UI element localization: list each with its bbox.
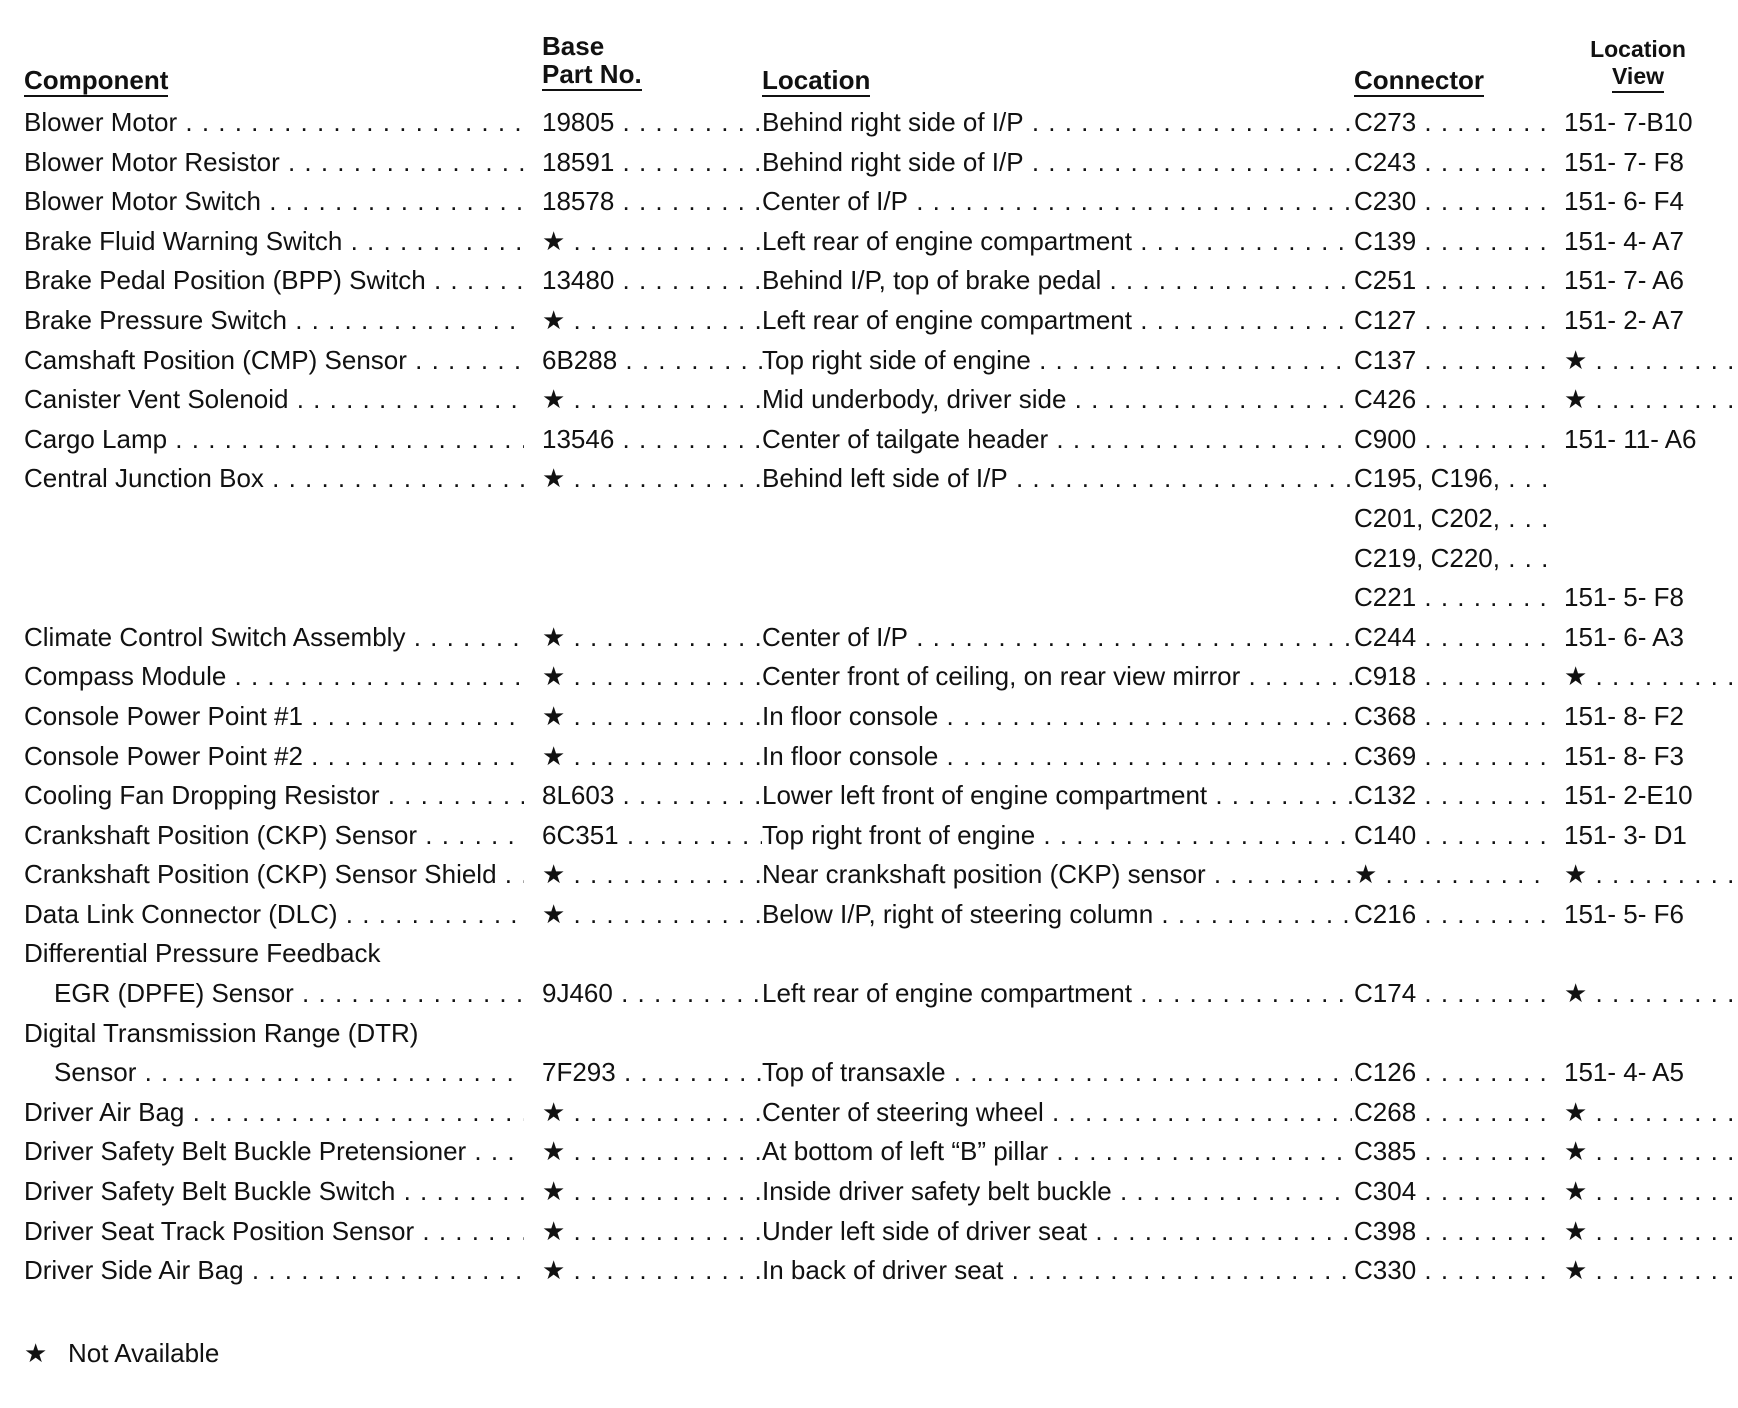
cell-location: In back of driver seat . . . — [762, 1251, 1352, 1291]
cell-component — [24, 578, 524, 618]
cell-connector: C195, C196, . . . — [1354, 459, 1552, 499]
cell-location: Center of I/P . . . — [762, 618, 1352, 658]
table-row — [0, 143, 1738, 183]
cell-location: Near crankshaft position (CKP) sensor . . . — [762, 855, 1352, 895]
cell-location: At bottom of left “B” pillar . . . — [762, 1132, 1352, 1172]
header-base-part — [542, 32, 642, 91]
cell-part-number: ★ . . . — [542, 1093, 762, 1133]
cell-location-view: 151- 2-E10 — [1564, 780, 1693, 811]
table-row — [0, 1172, 1738, 1212]
table-row — [0, 816, 1738, 856]
component-table — [0, 103, 1738, 1291]
cell-location-view — [1564, 1014, 1738, 1054]
cell-part-number: 19805 . . . — [542, 103, 762, 143]
cell-connector: C268 . . . — [1354, 1093, 1552, 1133]
cell-location: Inside driver safety belt buckle . . . — [762, 1172, 1352, 1212]
cell-connector: C201, C202, . . . — [1354, 499, 1552, 539]
cell-location: Below I/P, right of steering column . . . — [762, 895, 1352, 935]
footnote — [24, 1338, 219, 1368]
cell-location-view: ★ . . . — [1564, 1132, 1738, 1172]
table-row — [0, 618, 1738, 658]
cell-part-number: ★ . . . — [542, 380, 762, 420]
cell-part-number: 9J460 . . . — [542, 974, 762, 1014]
cell-location-view: 151- 2- A7 — [1564, 304, 1684, 335]
cell-part-number: 18591 . . . — [542, 143, 762, 183]
cell-connector: C251 . . . — [1354, 261, 1552, 301]
cell-part-number: ★ . . . — [542, 1212, 762, 1252]
cell-location-view — [1564, 539, 1738, 579]
cell-location: Top right side of engine . . . — [762, 341, 1352, 381]
cell-location: In floor console . . . — [762, 737, 1352, 777]
cell-component: Crankshaft Position (CKP) Sensor . . . — [24, 816, 524, 856]
cell-location: Behind right side of I/P . . . — [762, 103, 1352, 143]
table-row — [0, 855, 1738, 895]
cell-location: Center of steering wheel . . . — [762, 1093, 1352, 1133]
table-row — [0, 301, 1738, 341]
cell-location-view: 151- 4- A5 — [1564, 1057, 1684, 1088]
cell-connector: C244 . . . — [1354, 618, 1552, 658]
cell-location: Top of transaxle . . . — [762, 1053, 1352, 1093]
cell-component: Blower Motor Resistor . . . — [24, 143, 524, 183]
cell-component: Driver Safety Belt Buckle Pretensioner . . . — [24, 1132, 524, 1172]
cell-part-number: 18578 . . . — [542, 182, 762, 222]
table-row — [0, 182, 1738, 222]
cell-part-number: 13480 . . . — [542, 261, 762, 301]
cell-part-number: ★ . . . — [542, 855, 762, 895]
table-row — [0, 974, 1738, 1014]
cell-component: Crankshaft Position (CKP) Sensor Shield . . . — [24, 855, 524, 895]
cell-location-view — [1564, 499, 1738, 539]
cell-part-number — [542, 934, 762, 974]
cell-component: Compass Module . . . — [24, 657, 524, 697]
table-row — [0, 1014, 1738, 1054]
cell-component: Blower Motor . . . — [24, 103, 524, 143]
cell-location: In floor console . . . — [762, 697, 1352, 737]
cell-connector: ★ . . . — [1354, 855, 1552, 895]
cell-component: Digital Transmission Range (DTR) — [24, 1017, 419, 1048]
cell-component: Camshaft Position (CMP) Sensor . . . — [24, 341, 524, 381]
cell-part-number — [542, 499, 762, 539]
table-row — [0, 737, 1738, 777]
cell-location: Top right front of engine . . . — [762, 816, 1352, 856]
table-row — [0, 578, 1738, 618]
cell-location: Under left side of driver seat . . . — [762, 1212, 1352, 1252]
cell-location-view: 151- 5- F6 — [1564, 898, 1684, 929]
cell-part-number: ★ . . . — [542, 895, 762, 935]
header-connector — [1354, 66, 1484, 97]
cell-connector: C137 . . . — [1354, 341, 1552, 381]
cell-part-number: ★ . . . — [542, 657, 762, 697]
cell-part-number: 13546 . . . — [542, 420, 762, 460]
cell-component: Driver Seat Track Position Sensor . . . — [24, 1212, 524, 1252]
cell-location — [762, 539, 1352, 579]
cell-location-view: ★ . . . — [1564, 1172, 1738, 1212]
table-row — [0, 657, 1738, 697]
cell-component — [24, 539, 524, 579]
cell-location-view: 151- 4- A7 — [1564, 225, 1684, 256]
cell-location — [762, 578, 1352, 618]
cell-location: Left rear of engine compartment . . . — [762, 222, 1352, 262]
table-row — [0, 539, 1738, 579]
cell-location — [762, 1014, 1352, 1054]
table-row — [0, 1093, 1738, 1133]
cell-connector: C216 . . . — [1354, 895, 1552, 935]
star-icon: ★ — [24, 1338, 48, 1368]
cell-part-number — [542, 1014, 762, 1054]
header-connector-label: Connector — [1354, 65, 1484, 95]
cell-connector: C132 . . . — [1354, 776, 1552, 816]
cell-location-view: 151- 7- A6 — [1564, 265, 1684, 296]
cell-connector: C398 . . . — [1354, 1212, 1552, 1252]
cell-part-number: ★ . . . — [542, 459, 762, 499]
cell-part-number: ★ . . . — [542, 618, 762, 658]
table-row — [0, 1212, 1738, 1252]
cell-part-number: 6B288 . . . — [542, 341, 762, 381]
cell-component: Canister Vent Solenoid . . . — [24, 380, 524, 420]
header-location-view-top: Location — [1590, 36, 1686, 62]
cell-part-number: ★ . . . — [542, 1251, 762, 1291]
table-row — [0, 459, 1738, 499]
table-row — [0, 895, 1738, 935]
cell-connector: C330 . . . — [1354, 1251, 1552, 1291]
header-component-label: Component — [24, 65, 169, 95]
cell-location: Behind right side of I/P . . . — [762, 143, 1352, 183]
cell-location-view: 151- 3- D1 — [1564, 819, 1687, 850]
cell-location-view — [1564, 459, 1738, 499]
cell-component: Central Junction Box . . . — [24, 459, 524, 499]
cell-part-number: ★ . . . — [542, 697, 762, 737]
cell-component: Driver Side Air Bag . . . — [24, 1251, 524, 1291]
cell-component: Sensor . . . — [24, 1053, 524, 1093]
cell-component: Cargo Lamp . . . — [24, 420, 524, 460]
cell-component: Brake Pedal Position (BPP) Switch . . . — [24, 261, 524, 301]
header-location-view-bottom: View — [1612, 63, 1664, 93]
cell-connector: C900 . . . — [1354, 420, 1552, 460]
cell-connector: C243 . . . — [1354, 143, 1552, 183]
cell-connector: C385 . . . — [1354, 1132, 1552, 1172]
cell-connector: C368 . . . — [1354, 697, 1552, 737]
cell-location-view: 151- 7- F8 — [1564, 146, 1684, 177]
cell-location-view: 151- 5- F8 — [1564, 582, 1684, 613]
cell-component: Cooling Fan Dropping Resistor . . . — [24, 776, 524, 816]
cell-location: Left rear of engine compartment . . . — [762, 301, 1352, 341]
table-row — [0, 420, 1738, 460]
cell-connector: C127 . . . — [1354, 301, 1552, 341]
table-row — [0, 1132, 1738, 1172]
header-base-part-bottom: Part No. — [542, 59, 642, 89]
header-location — [762, 66, 870, 97]
cell-location-view: ★ . . . — [1564, 1093, 1738, 1133]
cell-connector: C126 . . . — [1354, 1053, 1552, 1093]
table-row — [0, 697, 1738, 737]
table-row — [0, 934, 1738, 974]
table-row — [0, 341, 1738, 381]
cell-location-view: ★ . . . — [1564, 341, 1738, 381]
table-row — [0, 776, 1738, 816]
table-row — [0, 222, 1738, 262]
cell-location-view: 151- 11- A6 — [1564, 423, 1697, 454]
header-component — [24, 66, 168, 97]
cell-location-view: 151- 7-B10 — [1564, 107, 1693, 137]
cell-connector: C221 . . . — [1354, 578, 1552, 618]
cell-connector: C230 . . . — [1354, 182, 1552, 222]
cell-location-view: ★ . . . — [1564, 974, 1738, 1014]
cell-location: Lower left front of engine compartment . . . — [762, 776, 1352, 816]
cell-component: Brake Fluid Warning Switch . . . — [24, 222, 524, 262]
cell-location — [762, 499, 1352, 539]
table-row — [0, 499, 1738, 539]
cell-location: Center of tailgate header . . . — [762, 420, 1352, 460]
header-location-label: Location — [762, 65, 871, 95]
cell-component: Console Power Point #1 . . . — [24, 697, 524, 737]
cell-connector: C426 . . . — [1354, 380, 1552, 420]
cell-part-number: 8L603 . . . — [542, 776, 762, 816]
cell-location: Center front of ceiling, on rear view mirror . . . — [762, 657, 1352, 697]
cell-location-view: 151- 6- F4 — [1564, 186, 1684, 217]
cell-location-view: ★ . . . — [1564, 1212, 1738, 1252]
cell-connector: C918 . . . — [1354, 657, 1552, 697]
table-row — [0, 1053, 1738, 1093]
cell-connector: C174 . . . — [1354, 974, 1552, 1014]
table-row — [0, 380, 1738, 420]
header-base-part-top: Base — [542, 31, 605, 61]
table-row — [0, 1251, 1738, 1291]
cell-location-view: ★ . . . — [1564, 855, 1738, 895]
cell-component: Blower Motor Switch . . . — [24, 182, 524, 222]
cell-part-number: 6C351 . . . — [542, 816, 762, 856]
cell-part-number — [542, 578, 762, 618]
cell-location — [762, 934, 1352, 974]
cell-part-number: 7F293 . . . — [542, 1053, 762, 1093]
cell-component: Climate Control Switch Assembly . . . — [24, 618, 524, 658]
cell-location: Behind I/P, top of brake pedal . . . — [762, 261, 1352, 301]
cell-component — [24, 499, 524, 539]
cell-location-view: ★ . . . — [1564, 657, 1738, 697]
cell-location: Left rear of engine compartment . . . — [762, 974, 1352, 1014]
cell-part-number — [542, 539, 762, 579]
cell-location: Center of I/P . . . — [762, 182, 1352, 222]
cell-component: Brake Pressure Switch . . . — [24, 301, 524, 341]
cell-location-view: ★ . . . — [1564, 1251, 1738, 1291]
cell-component: EGR (DPFE) Sensor . . . — [24, 974, 524, 1014]
cell-connector — [1354, 934, 1552, 974]
cell-part-number: ★ . . . — [542, 301, 762, 341]
cell-part-number: ★ . . . — [542, 737, 762, 777]
cell-location-view: 151- 8- F3 — [1564, 740, 1684, 771]
cell-location-view: 151- 8- F2 — [1564, 700, 1684, 731]
cell-component: Driver Safety Belt Buckle Switch . . . — [24, 1172, 524, 1212]
cell-connector: C273 . . . — [1354, 103, 1552, 143]
cell-connector — [1354, 1014, 1552, 1054]
header-location-view — [1580, 36, 1696, 93]
cell-connector: C219, C220, . . . — [1354, 539, 1552, 579]
cell-part-number: ★ . . . — [542, 222, 762, 262]
cell-location: Mid underbody, driver side . . . — [762, 380, 1352, 420]
cell-part-number: ★ . . . — [542, 1172, 762, 1212]
cell-component: Data Link Connector (DLC) . . . — [24, 895, 524, 935]
cell-connector: C304 . . . — [1354, 1172, 1552, 1212]
footnote-text: Not Available — [68, 1338, 220, 1368]
table-row — [0, 103, 1738, 143]
cell-location-view: ★ . . . — [1564, 380, 1738, 420]
cell-connector: C139 . . . — [1354, 222, 1552, 262]
cell-part-number: ★ . . . — [542, 1132, 762, 1172]
cell-location: Behind left side of I/P . . . — [762, 459, 1352, 499]
cell-location-view — [1564, 934, 1738, 974]
cell-connector: C369 . . . — [1354, 737, 1552, 777]
cell-component: Console Power Point #2 . . . — [24, 737, 524, 777]
cell-component: Driver Air Bag . . . — [24, 1093, 524, 1133]
table-row — [0, 261, 1738, 301]
cell-connector: C140 . . . — [1354, 816, 1552, 856]
cell-location-view: 151- 6- A3 — [1564, 621, 1684, 652]
cell-component: Differential Pressure Feedback — [24, 938, 381, 969]
